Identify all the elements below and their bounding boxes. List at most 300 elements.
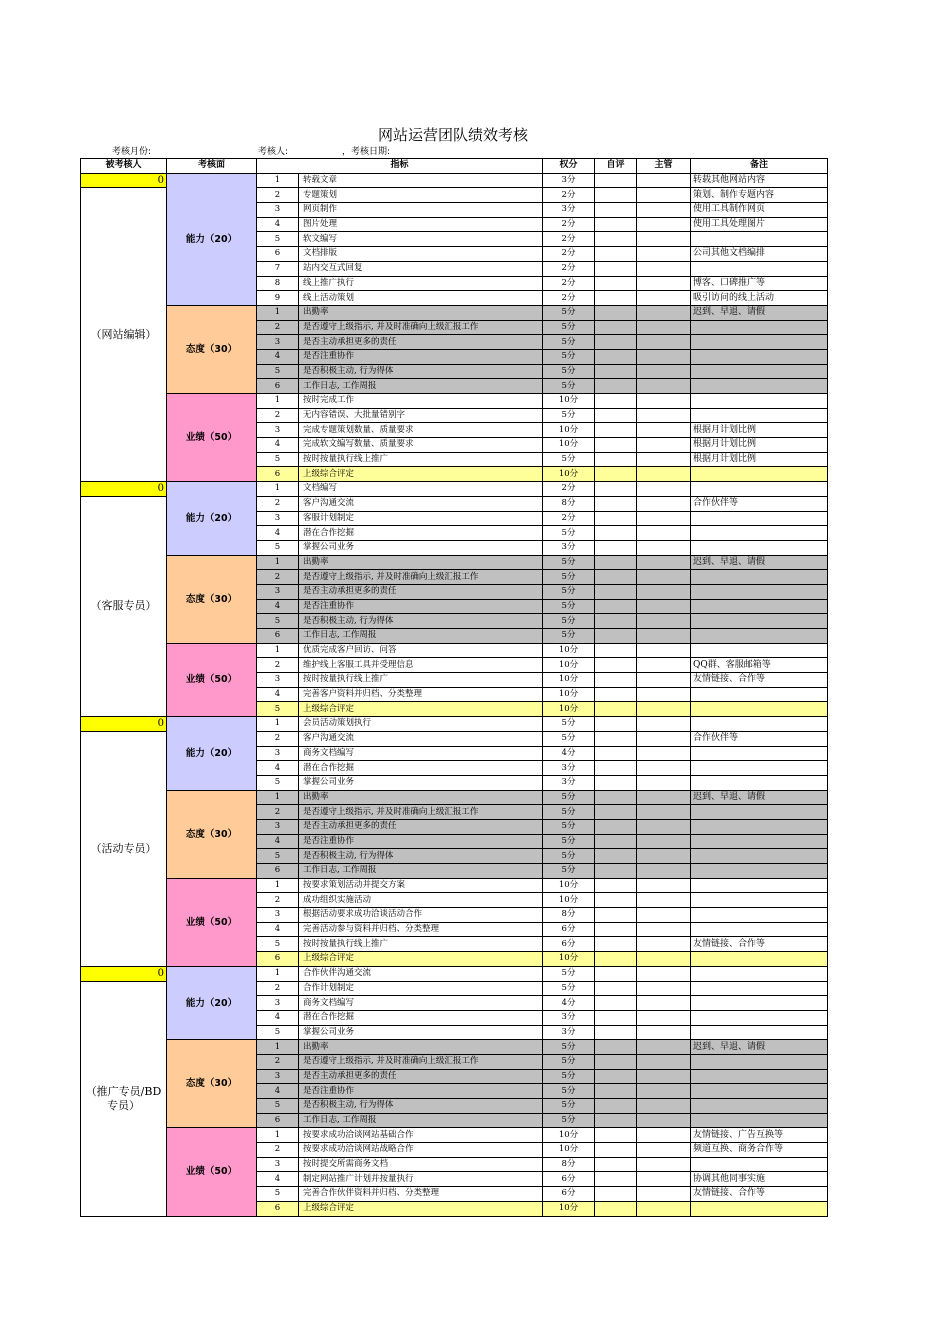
supervisor-cell[interactable] xyxy=(637,996,691,1011)
supervisor-cell[interactable] xyxy=(637,952,691,967)
supervisor-cell[interactable] xyxy=(637,937,691,952)
weight-cell: 10分 xyxy=(543,1201,595,1216)
weight-cell: 5分 xyxy=(543,1084,595,1099)
supervisor-cell[interactable] xyxy=(637,349,691,364)
self-eval-cell[interactable] xyxy=(595,570,637,585)
note-cell xyxy=(691,1025,828,1040)
note-cell xyxy=(691,570,828,585)
weight-cell: 10分 xyxy=(543,687,595,702)
note-cell xyxy=(691,952,828,967)
self-eval-cell[interactable] xyxy=(595,408,637,423)
weight-cell: 5分 xyxy=(543,408,595,423)
note-cell xyxy=(691,966,828,981)
employee-name: （推广专员/BD专员） xyxy=(81,981,167,1216)
supervisor-cell[interactable] xyxy=(637,496,691,511)
supervisor-cell[interactable] xyxy=(637,702,691,717)
supervisor-cell[interactable] xyxy=(637,247,691,262)
note-cell: 迟到、早退、请假 xyxy=(691,790,828,805)
supervisor-cell[interactable] xyxy=(637,1143,691,1158)
item-number: 3 xyxy=(257,203,299,218)
self-eval-cell[interactable] xyxy=(595,379,637,394)
supervisor-cell[interactable] xyxy=(637,1040,691,1055)
self-eval-cell[interactable] xyxy=(595,1128,637,1143)
self-eval-cell[interactable] xyxy=(595,966,637,981)
supervisor-cell[interactable] xyxy=(637,364,691,379)
supervisor-cell[interactable] xyxy=(637,1099,691,1114)
item-number: 5 xyxy=(257,849,299,864)
weight-cell: 10分 xyxy=(543,467,595,482)
self-eval-cell[interactable] xyxy=(595,643,637,658)
self-eval-cell[interactable] xyxy=(595,864,637,879)
supervisor-cell[interactable] xyxy=(637,1172,691,1187)
self-eval-cell[interactable] xyxy=(595,1010,637,1025)
header-aspect: 考核面 xyxy=(167,159,257,174)
weight-cell: 5分 xyxy=(543,864,595,879)
supervisor-cell[interactable] xyxy=(637,1187,691,1202)
self-eval-cell[interactable] xyxy=(595,922,637,937)
indicator-cell: 是否遵守上级指示, 并及时准确向上级汇报工作 xyxy=(299,570,543,585)
note-cell xyxy=(691,834,828,849)
note-cell xyxy=(691,394,828,409)
supervisor-cell[interactable] xyxy=(637,1010,691,1025)
weight-cell: 5分 xyxy=(543,819,595,834)
note-cell: QQ群、客服邮箱等 xyxy=(691,658,828,673)
note-cell xyxy=(691,599,828,614)
supervisor-cell[interactable] xyxy=(637,746,691,761)
note-cell xyxy=(691,1099,828,1114)
supervisor-cell[interactable] xyxy=(637,599,691,614)
item-number: 5 xyxy=(257,232,299,247)
supervisor-cell[interactable] xyxy=(637,981,691,996)
supervisor-cell[interactable] xyxy=(637,1025,691,1040)
indicator-cell: 按要求策划活动并提交方案 xyxy=(299,878,543,893)
note-cell xyxy=(691,335,828,350)
self-eval-cell[interactable] xyxy=(595,731,637,746)
weight-cell: 5分 xyxy=(543,526,595,541)
note-cell xyxy=(691,629,828,644)
note-cell: 根据月计划比例 xyxy=(691,438,828,453)
self-eval-cell[interactable] xyxy=(595,878,637,893)
supervisor-cell[interactable] xyxy=(637,878,691,893)
indicator-cell: 掌握公司业务 xyxy=(299,1025,543,1040)
self-eval-cell[interactable] xyxy=(595,203,637,218)
supervisor-cell[interactable] xyxy=(637,570,691,585)
item-number: 5 xyxy=(257,364,299,379)
self-eval-cell[interactable] xyxy=(595,467,637,482)
supervisor-cell[interactable] xyxy=(637,261,691,276)
item-number: 9 xyxy=(257,291,299,306)
self-eval-cell[interactable] xyxy=(595,1099,637,1114)
weight-cell: 5分 xyxy=(543,1040,595,1055)
table-row xyxy=(81,1040,828,1055)
note-cell: 根据月计划比例 xyxy=(691,452,828,467)
note-cell xyxy=(691,320,828,335)
self-eval-cell[interactable] xyxy=(595,305,637,320)
weight-cell: 5分 xyxy=(543,584,595,599)
supervisor-cell[interactable] xyxy=(637,864,691,879)
self-eval-cell[interactable] xyxy=(595,849,637,864)
indicator-cell: 无内容错误、大批量错别字 xyxy=(299,408,543,423)
note-cell xyxy=(691,1157,828,1172)
indicator-cell: 完善合作伙伴资料并归档、分类整理 xyxy=(299,1187,543,1202)
supervisor-cell[interactable] xyxy=(637,687,691,702)
weight-cell: 10分 xyxy=(543,643,595,658)
self-eval-cell[interactable] xyxy=(595,805,637,820)
item-number: 6 xyxy=(257,379,299,394)
weight-cell: 5分 xyxy=(543,1069,595,1084)
supervisor-cell[interactable] xyxy=(637,1054,691,1069)
self-eval-cell[interactable] xyxy=(595,629,637,644)
self-eval-cell[interactable] xyxy=(595,482,637,497)
item-number: 4 xyxy=(257,761,299,776)
self-eval-cell[interactable] xyxy=(595,687,637,702)
self-eval-cell[interactable] xyxy=(595,394,637,409)
supervisor-cell[interactable] xyxy=(637,408,691,423)
supervisor-cell[interactable] xyxy=(637,731,691,746)
supervisor-cell[interactable] xyxy=(637,438,691,453)
self-eval-cell[interactable] xyxy=(595,1113,637,1128)
indicator-cell: 合作伙伴沟通交流 xyxy=(299,966,543,981)
weight-cell: 10分 xyxy=(543,438,595,453)
note-cell: 迟到、早退、请假 xyxy=(691,555,828,570)
note-cell xyxy=(691,717,828,732)
indicator-cell: 是否遵守上级指示, 并及时准确向上级汇报工作 xyxy=(299,1054,543,1069)
self-eval-cell[interactable] xyxy=(595,511,637,526)
self-eval-cell[interactable] xyxy=(595,364,637,379)
item-number: 8 xyxy=(257,276,299,291)
note-cell xyxy=(691,379,828,394)
self-eval-cell[interactable] xyxy=(595,1069,637,1084)
self-eval-cell[interactable] xyxy=(595,981,637,996)
supervisor-cell[interactable] xyxy=(637,673,691,688)
supervisor-cell[interactable] xyxy=(637,291,691,306)
weight-cell: 5分 xyxy=(543,364,595,379)
supervisor-cell[interactable] xyxy=(637,908,691,923)
aspect-ability: 能力（20） xyxy=(167,966,257,1039)
supervisor-cell[interactable] xyxy=(637,173,691,188)
supervisor-cell[interactable] xyxy=(637,467,691,482)
note-cell: 转载其他网站内容 xyxy=(691,173,828,188)
self-eval-cell[interactable] xyxy=(595,1201,637,1216)
weight-cell: 6分 xyxy=(543,937,595,952)
indicator-cell: 出勤率 xyxy=(299,1040,543,1055)
self-eval-cell[interactable] xyxy=(595,1040,637,1055)
supervisor-cell[interactable] xyxy=(637,1084,691,1099)
note-cell xyxy=(691,364,828,379)
item-number: 3 xyxy=(257,584,299,599)
self-eval-cell[interactable] xyxy=(595,937,637,952)
self-eval-cell[interactable] xyxy=(595,952,637,967)
weight-cell: 5分 xyxy=(543,335,595,350)
self-eval-cell[interactable] xyxy=(595,746,637,761)
supervisor-cell[interactable] xyxy=(637,966,691,981)
item-number: 5 xyxy=(257,540,299,555)
weight-cell: 10分 xyxy=(543,952,595,967)
weight-cell: 5分 xyxy=(543,379,595,394)
supervisor-cell[interactable] xyxy=(637,1128,691,1143)
table-row xyxy=(81,482,828,497)
indicator-cell: 商务文档编写 xyxy=(299,746,543,761)
weight-cell: 5分 xyxy=(543,834,595,849)
weight-cell: 2分 xyxy=(543,188,595,203)
supervisor-cell[interactable] xyxy=(637,584,691,599)
item-number: 5 xyxy=(257,1025,299,1040)
self-eval-cell[interactable] xyxy=(595,1054,637,1069)
self-eval-cell[interactable] xyxy=(595,320,637,335)
weight-cell: 3分 xyxy=(543,775,595,790)
indicator-cell: 是否注重协作 xyxy=(299,834,543,849)
self-eval-cell[interactable] xyxy=(595,893,637,908)
self-eval-cell[interactable] xyxy=(595,173,637,188)
indicator-cell: 按要求成功洽谈网站基础合作 xyxy=(299,1128,543,1143)
item-number: 2 xyxy=(257,1143,299,1158)
note-cell: 博客、口碑推广等 xyxy=(691,276,828,291)
self-eval-cell[interactable] xyxy=(595,496,637,511)
indicator-cell: 文档排版 xyxy=(299,247,543,262)
header-supervisor: 主管 xyxy=(637,159,691,174)
table-row xyxy=(81,643,828,658)
self-eval-cell[interactable] xyxy=(595,452,637,467)
supervisor-cell[interactable] xyxy=(637,849,691,864)
indicator-cell: 是否积极主动, 行为得体 xyxy=(299,849,543,864)
item-number: 5 xyxy=(257,702,299,717)
self-eval-cell[interactable] xyxy=(595,702,637,717)
note-cell xyxy=(691,643,828,658)
supervisor-cell[interactable] xyxy=(637,423,691,438)
supervisor-cell[interactable] xyxy=(637,335,691,350)
supervisor-cell[interactable] xyxy=(637,893,691,908)
weight-cell: 10分 xyxy=(543,1143,595,1158)
weight-cell: 6分 xyxy=(543,1187,595,1202)
weight-cell: 5分 xyxy=(543,305,595,320)
self-eval-cell[interactable] xyxy=(595,775,637,790)
supervisor-cell[interactable] xyxy=(637,394,691,409)
weight-cell: 3分 xyxy=(543,1025,595,1040)
table-row xyxy=(81,878,828,893)
aspect-attitude: 态度（30） xyxy=(167,555,257,643)
item-number: 4 xyxy=(257,687,299,702)
weight-cell: 3分 xyxy=(543,203,595,218)
self-eval-cell[interactable] xyxy=(595,232,637,247)
aspect-attitude: 态度（30） xyxy=(167,790,257,878)
self-eval-cell[interactable] xyxy=(595,908,637,923)
indicator-cell: 出勤率 xyxy=(299,790,543,805)
supervisor-cell[interactable] xyxy=(637,305,691,320)
aspect-attitude: 态度（30） xyxy=(167,1040,257,1128)
supervisor-cell[interactable] xyxy=(637,834,691,849)
self-eval-cell[interactable] xyxy=(595,349,637,364)
indicator-cell: 是否遵守上级指示, 并及时准确向上级汇报工作 xyxy=(299,320,543,335)
indicator-cell: 是否遵守上级指示, 并及时准确向上级汇报工作 xyxy=(299,805,543,820)
supervisor-cell[interactable] xyxy=(637,658,691,673)
self-eval-cell[interactable] xyxy=(595,1172,637,1187)
item-number: 3 xyxy=(257,819,299,834)
item-number: 3 xyxy=(257,1157,299,1172)
employee-name: （网站编辑） xyxy=(81,188,167,482)
item-number: 4 xyxy=(257,1084,299,1099)
item-number: 3 xyxy=(257,746,299,761)
self-eval-cell[interactable] xyxy=(595,261,637,276)
indicator-cell: 合作计划制定 xyxy=(299,981,543,996)
note-cell: 友情链接、合作等 xyxy=(691,937,828,952)
table-row xyxy=(81,394,828,409)
indicator-cell: 是否主动承担更多的责任 xyxy=(299,1069,543,1084)
item-number: 1 xyxy=(257,717,299,732)
supervisor-cell[interactable] xyxy=(637,761,691,776)
self-eval-cell[interactable] xyxy=(595,217,637,232)
indicator-cell: 工作日志, 工作周报 xyxy=(299,864,543,879)
weight-cell: 2分 xyxy=(543,482,595,497)
weight-cell: 3分 xyxy=(543,173,595,188)
indicator-cell: 是否积极主动, 行为得体 xyxy=(299,364,543,379)
supervisor-cell[interactable] xyxy=(637,482,691,497)
self-eval-cell[interactable] xyxy=(595,1187,637,1202)
self-eval-cell[interactable] xyxy=(595,291,637,306)
weight-cell: 2分 xyxy=(543,276,595,291)
supervisor-cell[interactable] xyxy=(637,1201,691,1216)
item-number: 1 xyxy=(257,1040,299,1055)
indicator-cell: 转载文章 xyxy=(299,173,543,188)
item-number: 2 xyxy=(257,658,299,673)
aspect-performance: 业绩（50） xyxy=(167,643,257,716)
self-eval-cell[interactable] xyxy=(595,526,637,541)
self-eval-cell[interactable] xyxy=(595,790,637,805)
aspect-ability: 能力（20） xyxy=(167,173,257,305)
self-eval-cell[interactable] xyxy=(595,614,637,629)
supervisor-cell[interactable] xyxy=(637,320,691,335)
indicator-cell: 根据活动要求成功洽谈活动合作 xyxy=(299,908,543,923)
note-cell xyxy=(691,232,828,247)
self-eval-cell[interactable] xyxy=(595,438,637,453)
supervisor-cell[interactable] xyxy=(637,1069,691,1084)
weight-cell: 5分 xyxy=(543,599,595,614)
self-eval-cell[interactable] xyxy=(595,819,637,834)
item-number: 6 xyxy=(257,1113,299,1128)
item-number: 4 xyxy=(257,834,299,849)
weight-cell: 10分 xyxy=(543,658,595,673)
supervisor-cell[interactable] xyxy=(637,1113,691,1128)
indicator-cell: 制定网站推广计划并按量执行 xyxy=(299,1172,543,1187)
self-eval-cell[interactable] xyxy=(595,1157,637,1172)
supervisor-cell[interactable] xyxy=(637,629,691,644)
supervisor-cell[interactable] xyxy=(637,188,691,203)
note-cell xyxy=(691,482,828,497)
table-row xyxy=(81,790,828,805)
supervisor-cell[interactable] xyxy=(637,203,691,218)
employee-score: 0 xyxy=(81,717,167,732)
note-cell xyxy=(691,922,828,937)
self-eval-cell[interactable] xyxy=(595,599,637,614)
table-row xyxy=(81,305,828,320)
supervisor-cell[interactable] xyxy=(637,819,691,834)
self-eval-cell[interactable] xyxy=(595,247,637,262)
indicator-cell: 完成软文编写数量、质量要求 xyxy=(299,438,543,453)
note-cell xyxy=(691,349,828,364)
note-cell xyxy=(691,526,828,541)
item-number: 3 xyxy=(257,1069,299,1084)
supervisor-cell[interactable] xyxy=(637,614,691,629)
self-eval-cell[interactable] xyxy=(595,188,637,203)
supervisor-cell[interactable] xyxy=(637,217,691,232)
indicator-cell: 文档编写 xyxy=(299,482,543,497)
item-number: 3 xyxy=(257,908,299,923)
supervisor-cell[interactable] xyxy=(637,1157,691,1172)
supervisor-cell[interactable] xyxy=(637,379,691,394)
self-eval-cell[interactable] xyxy=(595,540,637,555)
supervisor-cell[interactable] xyxy=(637,540,691,555)
supervisor-cell[interactable] xyxy=(637,511,691,526)
self-eval-cell[interactable] xyxy=(595,717,637,732)
weight-cell: 10分 xyxy=(543,1128,595,1143)
self-eval-cell[interactable] xyxy=(595,673,637,688)
supervisor-cell[interactable] xyxy=(637,790,691,805)
self-eval-cell[interactable] xyxy=(595,1025,637,1040)
note-cell xyxy=(691,1201,828,1216)
weight-cell: 4分 xyxy=(543,996,595,1011)
self-eval-cell[interactable] xyxy=(595,761,637,776)
note-cell: 友情链接、合作等 xyxy=(691,1187,828,1202)
supervisor-cell[interactable] xyxy=(637,555,691,570)
item-number: 6 xyxy=(257,952,299,967)
self-eval-cell[interactable] xyxy=(595,335,637,350)
weight-cell: 5分 xyxy=(543,966,595,981)
self-eval-cell[interactable] xyxy=(595,996,637,1011)
note-cell xyxy=(691,761,828,776)
weight-cell: 5分 xyxy=(543,981,595,996)
supervisor-cell[interactable] xyxy=(637,232,691,247)
self-eval-cell[interactable] xyxy=(595,1143,637,1158)
self-eval-cell[interactable] xyxy=(595,276,637,291)
self-eval-cell[interactable] xyxy=(595,1084,637,1099)
indicator-cell: 是否主动承担更多的责任 xyxy=(299,335,543,350)
indicator-cell: 是否注重协作 xyxy=(299,349,543,364)
item-number: 6 xyxy=(257,1201,299,1216)
self-eval-cell[interactable] xyxy=(595,555,637,570)
self-eval-cell[interactable] xyxy=(595,834,637,849)
supervisor-cell[interactable] xyxy=(637,775,691,790)
supervisor-cell[interactable] xyxy=(637,922,691,937)
self-eval-cell[interactable] xyxy=(595,423,637,438)
self-eval-cell[interactable] xyxy=(595,584,637,599)
indicator-cell: 是否主动承担更多的责任 xyxy=(299,819,543,834)
weight-cell: 5分 xyxy=(543,805,595,820)
supervisor-cell[interactable] xyxy=(637,526,691,541)
self-eval-cell[interactable] xyxy=(595,658,637,673)
item-number: 1 xyxy=(257,643,299,658)
supervisor-cell[interactable] xyxy=(637,276,691,291)
item-number: 5 xyxy=(257,452,299,467)
item-number: 6 xyxy=(257,247,299,262)
supervisor-cell[interactable] xyxy=(637,717,691,732)
item-number: 4 xyxy=(257,922,299,937)
indicator-cell: 是否主动承担更多的责任 xyxy=(299,584,543,599)
aspect-performance: 业绩（50） xyxy=(167,1128,257,1216)
note-cell: 频道互换、商务合作等 xyxy=(691,1143,828,1158)
item-number: 2 xyxy=(257,981,299,996)
supervisor-cell[interactable] xyxy=(637,805,691,820)
table-row xyxy=(81,173,828,188)
item-number: 6 xyxy=(257,467,299,482)
item-number: 4 xyxy=(257,1010,299,1025)
weight-cell: 2分 xyxy=(543,291,595,306)
indicator-cell: 上级综合评定 xyxy=(299,1201,543,1216)
supervisor-cell[interactable] xyxy=(637,452,691,467)
supervisor-cell[interactable] xyxy=(637,643,691,658)
weight-cell: 6分 xyxy=(543,922,595,937)
item-number: 2 xyxy=(257,731,299,746)
weight-cell: 10分 xyxy=(543,893,595,908)
aspect-performance: 业绩（50） xyxy=(167,394,257,482)
